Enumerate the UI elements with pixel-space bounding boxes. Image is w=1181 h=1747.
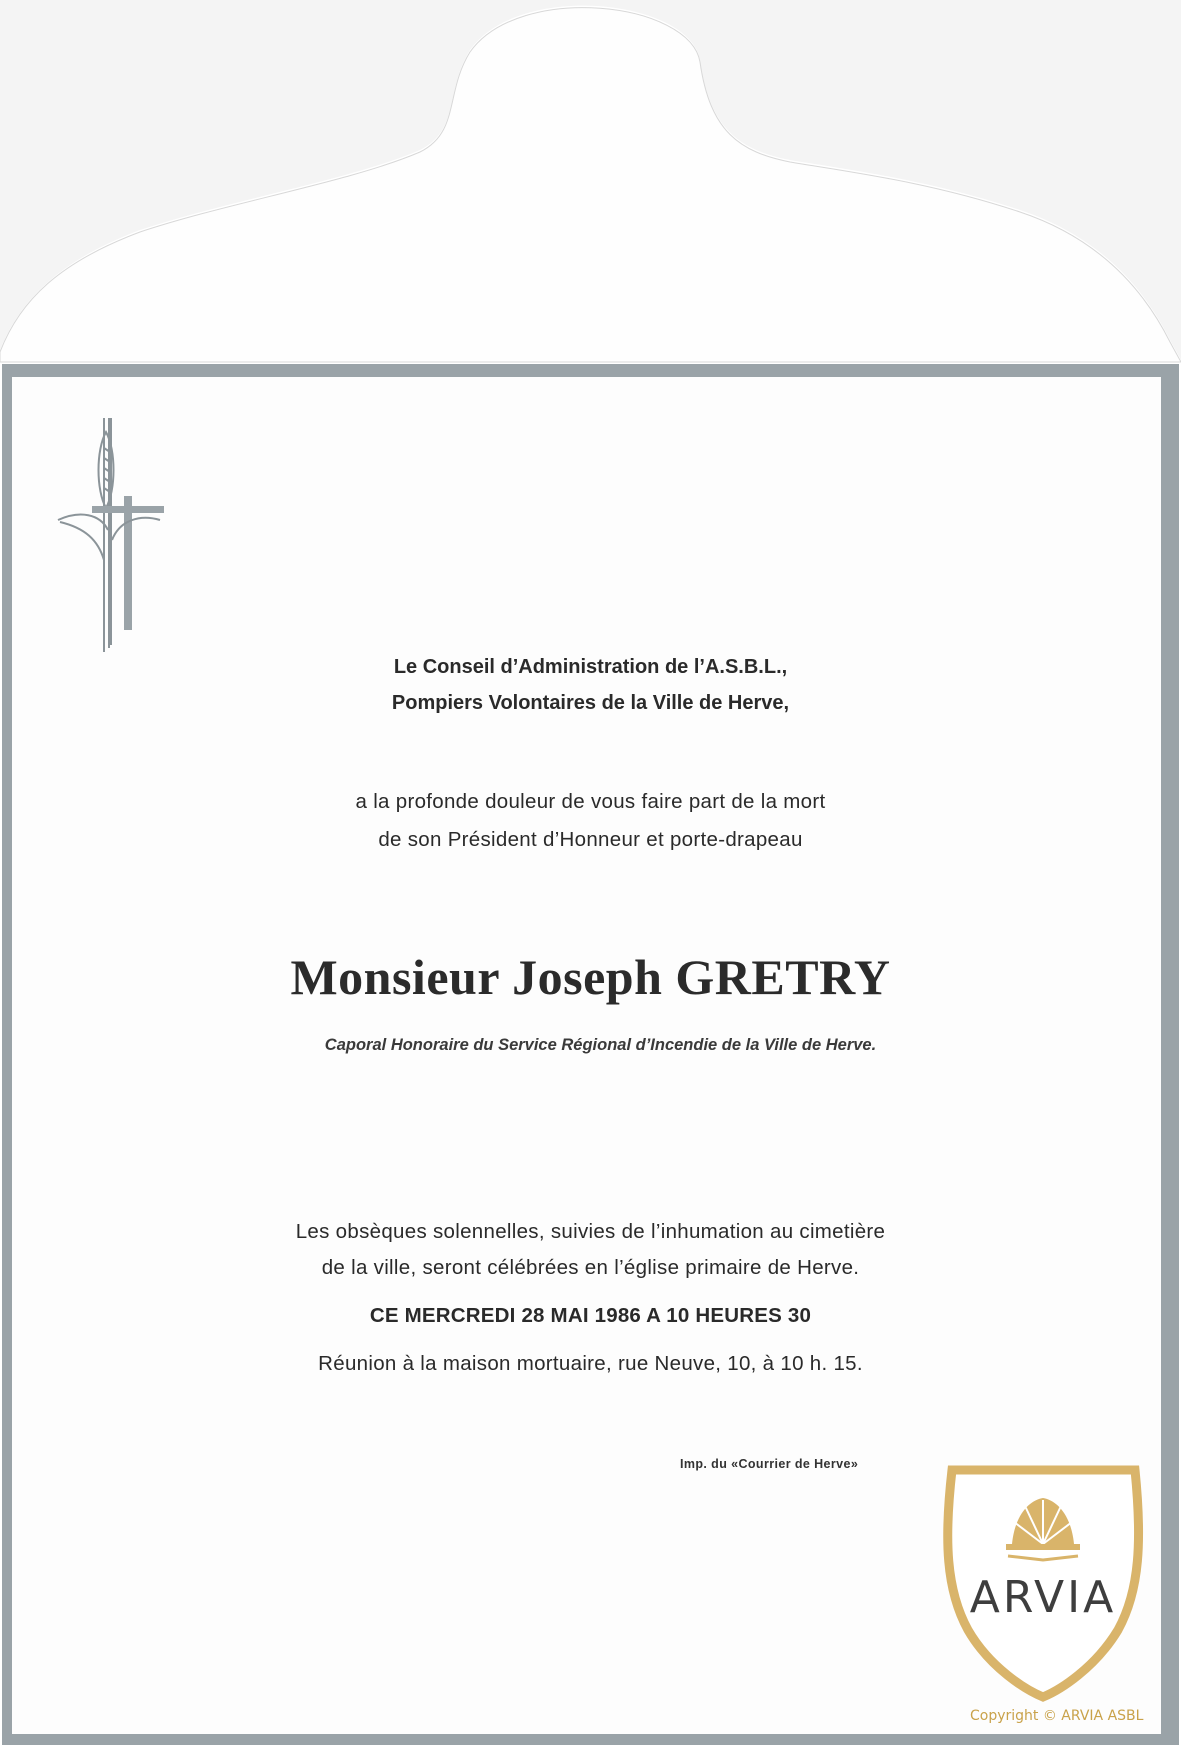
funeral-line-1: Les obsèques solennelles, suivies de l’inhumation au cimetière — [295, 1220, 886, 1243]
org-line-1: Le Conseil d’Administration de l’A.S.B.L., — [393, 656, 788, 678]
org-line-2: Pompiers Volontaires de la Ville de Herve, — [391, 692, 790, 714]
funeral-line-2: de la ville, seront célébrées en l’église primaire de Herve. — [321, 1256, 860, 1279]
deceased-name: Monsieur Joseph GRETRY — [290, 949, 891, 1005]
arvia-logo-text: ARVIA — [969, 1572, 1117, 1623]
deceased-rank: Caporal Honoraire du Service Régional d’Incendie de la Ville de Herve. — [324, 1036, 877, 1054]
printer-credit: Imp. du «Courrier de Herve» — [680, 1457, 859, 1471]
copyright-notice: Copyright © ARVIA ASBL — [970, 1708, 1144, 1724]
announcement-line-2: de son Président d’Honneur et porte-drapeau — [378, 828, 803, 851]
funeral-gathering: Réunion à la maison mortuaire, rue Neuve, 10, à 10 h. 15. — [318, 1352, 863, 1375]
funeral-date: CE MERCREDI 28 MAI 1986 A 10 HEURES 30 — [369, 1304, 812, 1327]
announcement-line-1: a la profonde douleur de vous faire part de la mort — [355, 790, 826, 813]
